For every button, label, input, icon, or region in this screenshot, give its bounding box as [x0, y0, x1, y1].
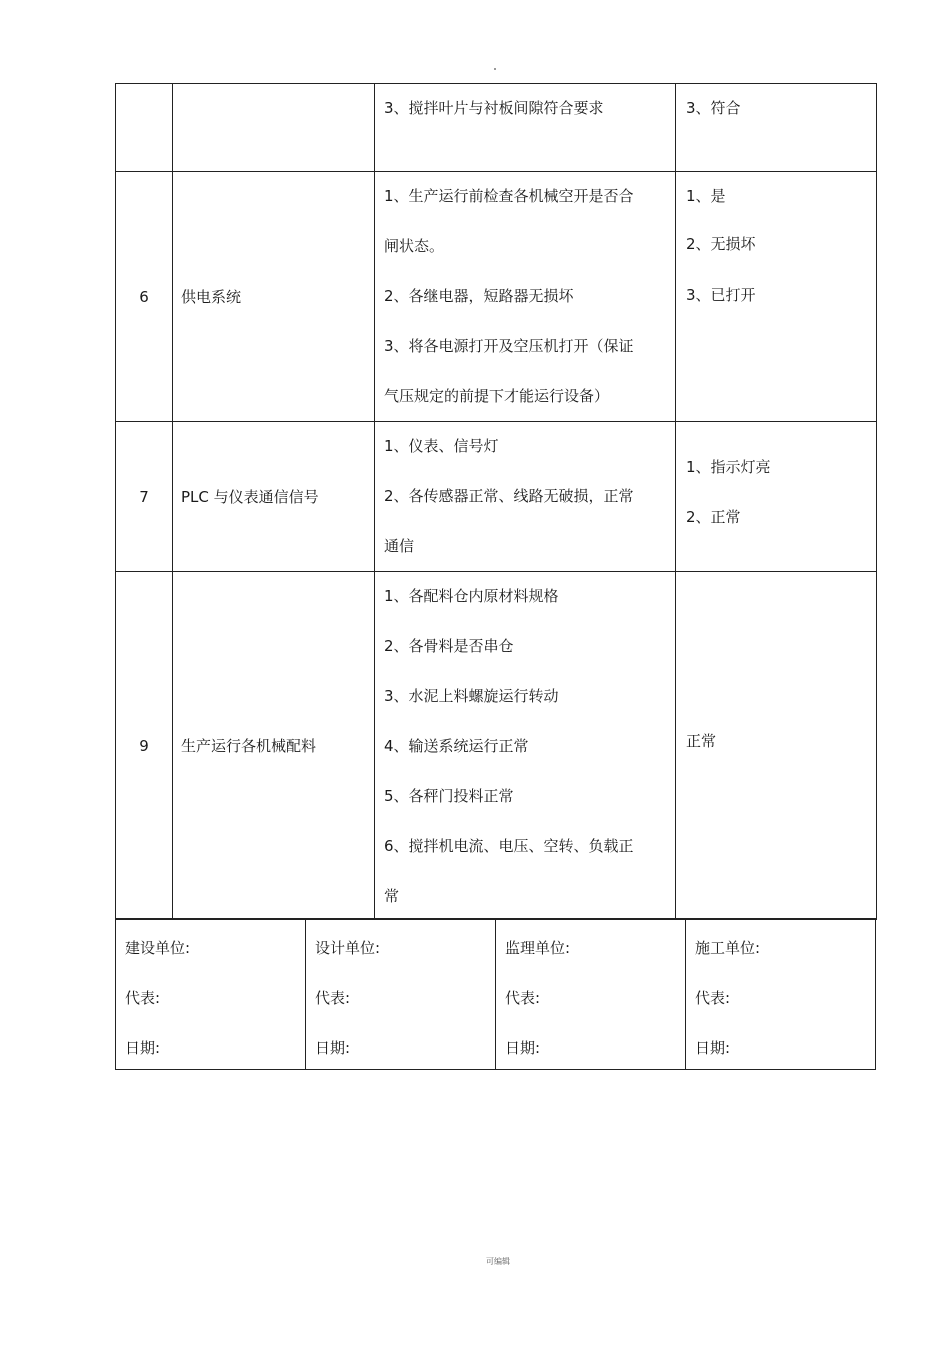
result-line: 1、是	[686, 187, 726, 205]
representative-label: 代表:	[125, 989, 161, 1007]
requirement-line: 1、仪表、信号灯	[384, 437, 499, 455]
unit-label: 建设单位:	[125, 939, 191, 957]
item-name: PLC 与仪表通信信号	[173, 422, 375, 572]
signature-block	[306, 919, 496, 1070]
requirement-line: 4、输送系统运行正常	[384, 737, 529, 755]
results-cell	[676, 572, 877, 920]
page-footer: 可编辑	[486, 1257, 510, 1266]
requirements-cell	[375, 422, 676, 572]
requirement-line: 1、生产运行前检查各机械空开是否合	[384, 187, 634, 205]
requirement-line: 气压规定的前提下才能运行设备）	[384, 387, 610, 405]
requirements-cell	[375, 572, 676, 920]
item-name: 生产运行各机械配料	[173, 572, 375, 920]
requirement-line: 2、各继电器，短路器无损坏	[384, 287, 574, 305]
result-line: 3、已打开	[686, 286, 756, 304]
result-line: 2、正常	[686, 508, 741, 526]
unit-label: 设计单位:	[315, 939, 381, 957]
requirement-line: 3、水泥上料螺旋运行转动	[384, 687, 559, 705]
requirement-line: 2、各传感器正常、线路无破损，正常	[384, 487, 634, 505]
result-line: 正常	[686, 732, 717, 750]
unit-label: 监理单位:	[505, 939, 571, 957]
signature-table	[115, 918, 876, 1070]
row-number: 9	[116, 572, 173, 920]
requirement-line: 通信	[384, 537, 415, 555]
representative-label: 代表:	[505, 989, 541, 1007]
row-number	[116, 84, 173, 172]
result-line: 2、无损坏	[686, 235, 756, 253]
table-row	[116, 172, 877, 422]
results-cell	[676, 422, 877, 572]
requirement-line: 常	[384, 887, 400, 905]
requirement-line: 闸状态。	[384, 237, 445, 255]
requirement-line: 1、各配料仓内原材料规格	[384, 587, 559, 605]
representative-label: 代表:	[695, 989, 731, 1007]
inspection-table	[115, 83, 877, 920]
signature-block	[496, 919, 686, 1070]
representative-label: 代表:	[315, 989, 351, 1007]
row-number: 6	[116, 172, 173, 422]
signature-block	[686, 919, 876, 1070]
date-label: 日期:	[695, 1039, 731, 1057]
row-number: 7	[116, 422, 173, 572]
result-line: 3、符合	[686, 99, 741, 117]
page-mark	[494, 68, 496, 70]
table-row	[116, 422, 877, 572]
requirement-line: 3、将各电源打开及空压机打开（保证	[384, 337, 634, 355]
table-row	[116, 572, 877, 920]
item-name: 供电系统	[173, 172, 375, 422]
requirements-cell	[375, 172, 676, 422]
date-label: 日期:	[125, 1039, 161, 1057]
requirement-line: 6、搅拌机电流、电压、空转、负载正	[384, 837, 634, 855]
result-line: 1、指示灯亮	[686, 458, 771, 476]
requirement-line: 2、各骨料是否串仓	[384, 637, 514, 655]
requirement-line: 3、搅拌叶片与衬板间隙符合要求	[384, 99, 604, 117]
item-name	[173, 84, 375, 172]
date-label: 日期:	[315, 1039, 351, 1057]
signature-row	[116, 919, 876, 1070]
date-label: 日期:	[505, 1039, 541, 1057]
requirements-cell	[375, 84, 676, 172]
signature-block	[116, 919, 306, 1070]
requirement-line: 5、各秤门投料正常	[384, 787, 514, 805]
unit-label: 施工单位:	[695, 939, 761, 957]
results-cell	[676, 172, 877, 422]
results-cell	[676, 84, 877, 172]
table-row	[116, 84, 877, 172]
